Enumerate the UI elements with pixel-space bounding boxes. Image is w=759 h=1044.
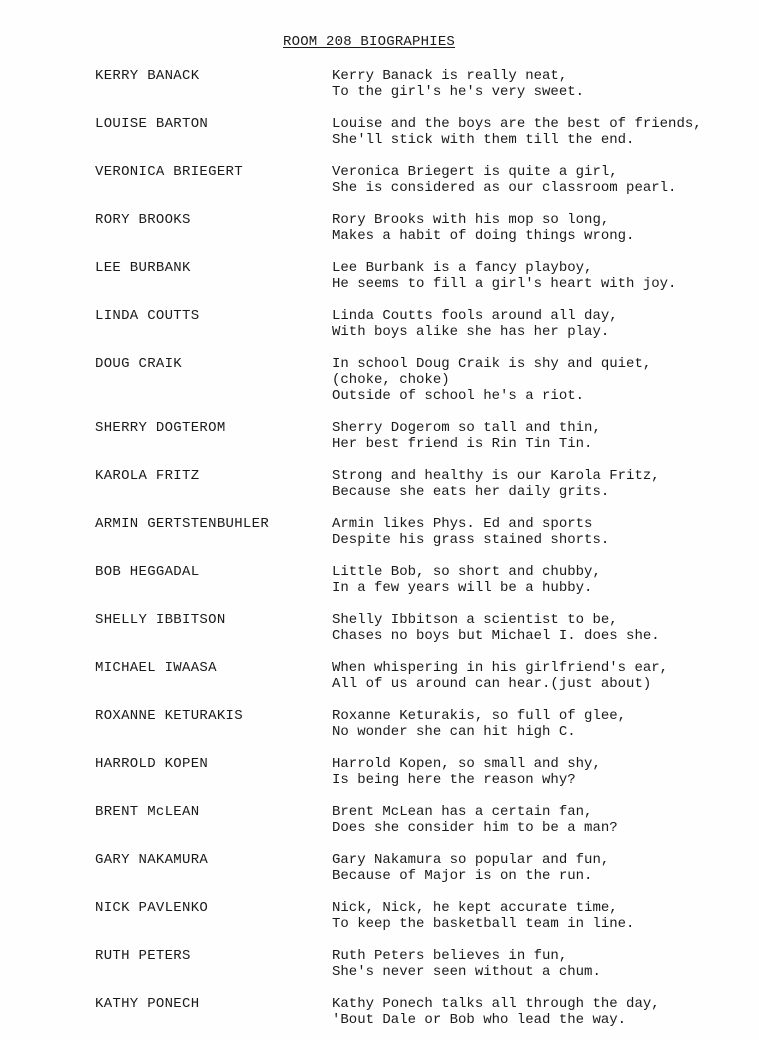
- biography-verse: [332, 420, 601, 452]
- verse-line: Brent McLean has a certain fan,: [332, 804, 593, 820]
- biography-verse: [332, 260, 676, 292]
- student-name: KATHY PONECH: [95, 996, 200, 1012]
- verse-line: Gary Nakamura so popular and fun,: [332, 852, 610, 868]
- verse-line: 'Bout Dale or Bob who lead the way.: [332, 1012, 627, 1028]
- student-name: BOB HEGGADAL: [95, 564, 200, 580]
- verse-line: Because she eats her daily grits.: [332, 484, 610, 500]
- biography-entry: [0, 420, 759, 468]
- biography-entry: [0, 756, 759, 804]
- biography-entry: [0, 564, 759, 612]
- student-name: DOUG CRAIK: [95, 356, 183, 372]
- verse-line: Shelly Ibbitson a scientist to be,: [332, 612, 618, 628]
- verse-line: Her best friend is Rin Tin Tin.: [332, 436, 593, 452]
- verse-line: To the girl's he's very sweet.: [332, 84, 585, 100]
- biography-entry: [0, 900, 759, 948]
- biography-entry: [0, 212, 759, 260]
- biography-verse: [332, 116, 702, 148]
- biography-verse: [332, 212, 634, 244]
- verse-line: In a few years will be a hubby.: [332, 580, 593, 596]
- biography-verse: [332, 660, 668, 692]
- verse-line: In school Doug Craik is shy and quiet,: [332, 356, 652, 372]
- verse-line: To keep the basketball team in line.: [332, 916, 635, 932]
- verse-line: Chases no boys but Michael I. does she.: [332, 628, 660, 644]
- verse-line: Because of Major is on the run.: [332, 868, 593, 884]
- biography-verse: [332, 852, 609, 884]
- verse-line: Louise and the boys are the best of friends,: [332, 116, 702, 132]
- student-name: KERRY BANACK: [95, 68, 200, 84]
- biography-entry: [0, 164, 759, 212]
- student-name: ROXANNE KETURAKIS: [95, 708, 243, 724]
- student-name: VERONICA BRIEGERT: [95, 164, 243, 180]
- student-name: SHERRY DOGTEROM: [95, 420, 226, 436]
- verse-line: Roxanne Keturakis, so full of glee,: [332, 708, 627, 724]
- biography-entry: [0, 804, 759, 852]
- biography-entry: [0, 948, 759, 996]
- student-name: ARMIN GERTSTENBUHLER: [95, 516, 270, 532]
- biography-entry: [0, 612, 759, 660]
- student-name: SHELLY IBBITSON: [95, 612, 226, 628]
- verse-line: Little Bob, so short and chubby,: [332, 564, 601, 580]
- verse-line: She'll stick with them till the end.: [332, 132, 635, 148]
- biography-entry: [0, 708, 759, 756]
- biography-entry: [0, 116, 759, 164]
- biography-verse: [332, 900, 634, 932]
- verse-line: Sherry Dogerom so tall and thin,: [332, 420, 601, 436]
- biography-entry: [0, 468, 759, 516]
- verse-line: Is being here the reason why?: [332, 772, 576, 788]
- student-name: LEE BURBANK: [95, 260, 191, 276]
- student-name: KAROLA FRITZ: [95, 468, 200, 484]
- biography-verse: [332, 564, 601, 596]
- student-name: MICHAEL IWAASA: [95, 660, 217, 676]
- verse-line: Harrold Kopen, so small and shy,: [332, 756, 601, 772]
- biography-verse: [332, 356, 651, 404]
- student-name: GARY NAKAMURA: [95, 852, 209, 868]
- verse-line: Rory Brooks with his mop so long,: [332, 212, 610, 228]
- verse-line: Does she consider him to be a man?: [332, 820, 618, 836]
- student-name: LINDA COUTTS: [95, 308, 200, 324]
- biography-entry: [0, 68, 759, 116]
- biography-entry: [0, 308, 759, 356]
- biography-verse: [332, 612, 660, 644]
- verse-line: All of us around can hear.(just about): [332, 676, 652, 692]
- verse-line: Armin likes Phys. Ed and sports: [332, 516, 593, 532]
- verse-line: Kerry Banack is really neat,: [332, 68, 568, 84]
- student-name: BRENT McLEAN: [95, 804, 200, 820]
- verse-line: Lee Burbank is a fancy playboy,: [332, 260, 593, 276]
- biography-verse: [332, 516, 609, 548]
- student-name: LOUISE BARTON: [95, 116, 209, 132]
- verse-line: With boys alike she has her play.: [332, 324, 610, 340]
- verse-line: (choke, choke): [332, 372, 450, 388]
- verse-line: When whispering in his girlfriend's ear,: [332, 660, 669, 676]
- biography-entry: [0, 516, 759, 564]
- biography-entry: [0, 260, 759, 308]
- biography-verse: [332, 164, 676, 196]
- verse-line: Despite his grass stained shorts.: [332, 532, 610, 548]
- verse-line: Veronica Briegert is quite a girl,: [332, 164, 618, 180]
- verse-line: She's never seen without a chum.: [332, 964, 601, 980]
- verse-line: Strong and healthy is our Karola Fritz,: [332, 468, 660, 484]
- biography-verse: [332, 468, 660, 500]
- biography-verse: [332, 708, 626, 740]
- verse-line: No wonder she can hit high C.: [332, 724, 576, 740]
- verse-line: Kathy Ponech talks all through the day,: [332, 996, 660, 1012]
- biography-verse: [332, 68, 584, 100]
- verse-line: Makes a habit of doing things wrong.: [332, 228, 635, 244]
- student-name: NICK PAVLENKO: [95, 900, 209, 916]
- student-name: RORY BROOKS: [95, 212, 191, 228]
- verse-line: Outside of school he's a riot.: [332, 388, 585, 404]
- verse-line: Nick, Nick, he kept accurate time,: [332, 900, 618, 916]
- biography-entry: [0, 356, 759, 420]
- student-name: RUTH PETERS: [95, 948, 191, 964]
- verse-line: Linda Coutts fools around all day,: [332, 308, 618, 324]
- biography-verse: [332, 804, 618, 836]
- biography-list: [0, 68, 759, 1044]
- verse-line: Ruth Peters believes in fun,: [332, 948, 568, 964]
- student-name: HARROLD KOPEN: [95, 756, 209, 772]
- biography-verse: [332, 756, 601, 788]
- biography-entry: [0, 852, 759, 900]
- biography-entry: [0, 996, 759, 1044]
- biography-verse: [332, 948, 601, 980]
- verse-line: He seems to fill a girl's heart with joy.: [332, 276, 677, 292]
- page-title: ROOM 208 BIOGRAPHIES: [283, 34, 456, 50]
- biography-entry: [0, 660, 759, 708]
- verse-line: She is considered as our classroom pearl.: [332, 180, 677, 196]
- biography-verse: [332, 308, 618, 340]
- biography-verse: [332, 996, 660, 1028]
